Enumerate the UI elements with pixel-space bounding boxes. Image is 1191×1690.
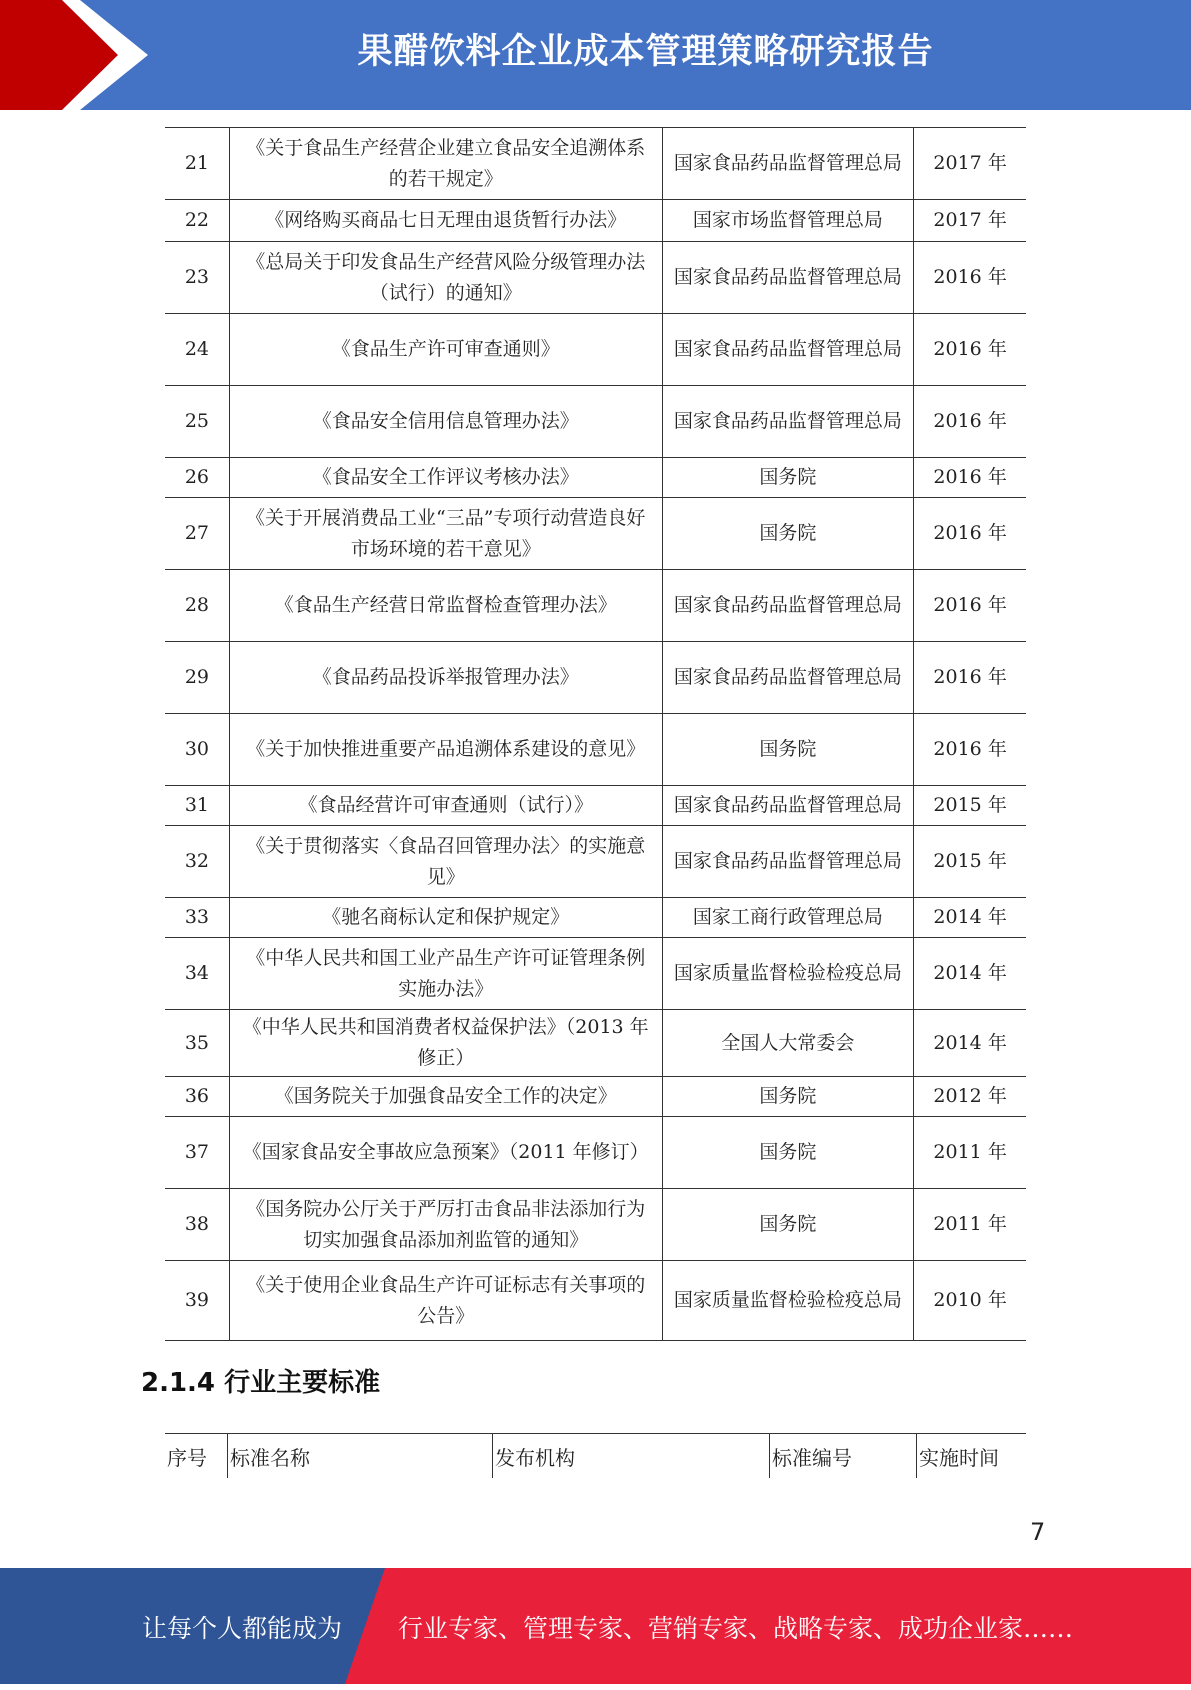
header-cell-org: 发布机构 bbox=[493, 1434, 770, 1479]
regulation-name: 《总局关于印发食品生产经营风险分级管理办法（试行）的通知》 bbox=[229, 242, 662, 314]
regulation-number: 31 bbox=[165, 786, 229, 826]
regulation-issuer: 国务院 bbox=[662, 1189, 914, 1261]
regulation-issuer: 国家质量监督检验检疫总局 bbox=[662, 1261, 914, 1341]
regulation-issuer: 国务院 bbox=[662, 1117, 914, 1189]
regulation-name: 《国务院办公厅关于严厉打击食品非法添加行为切实加强食品添加剂监管的通知》 bbox=[229, 1189, 662, 1261]
regulation-issuer: 国家食品药品监督管理总局 bbox=[662, 826, 914, 898]
regulation-year: 2016 年 bbox=[914, 458, 1026, 498]
regulation-number: 23 bbox=[165, 242, 229, 314]
regulation-name: 《食品生产经营日常监督检查管理办法》 bbox=[229, 570, 662, 642]
regulation-number: 21 bbox=[165, 128, 229, 200]
regulations-table bbox=[165, 127, 1026, 1341]
regulation-name: 《驰名商标认定和保护规定》 bbox=[229, 898, 662, 938]
regulation-row bbox=[165, 938, 1026, 1010]
standards-table bbox=[165, 1433, 1026, 1478]
regulation-issuer: 国务院 bbox=[662, 1077, 914, 1117]
regulation-number: 36 bbox=[165, 1077, 229, 1117]
regulation-issuer: 国家工商行政管理总局 bbox=[662, 898, 914, 938]
regulation-name: 《关于食品生产经营企业建立食品安全追溯体系的若干规定》 bbox=[229, 128, 662, 200]
regulation-row bbox=[165, 898, 1026, 938]
regulation-issuer: 国务院 bbox=[662, 714, 914, 786]
regulation-issuer: 国家质量监督检验检疫总局 bbox=[662, 938, 914, 1010]
regulation-row bbox=[165, 128, 1026, 200]
regulation-number: 32 bbox=[165, 826, 229, 898]
regulation-row bbox=[165, 1117, 1026, 1189]
regulation-issuer: 国务院 bbox=[662, 498, 914, 570]
regulation-row bbox=[165, 570, 1026, 642]
regulation-row bbox=[165, 1077, 1026, 1117]
regulation-issuer: 国务院 bbox=[662, 458, 914, 498]
regulation-number: 27 bbox=[165, 498, 229, 570]
section-heading: 2.1.4 行业主要标准 bbox=[141, 1368, 381, 1398]
regulation-name: 《关于使用企业食品生产许可证标志有关事项的公告》 bbox=[229, 1261, 662, 1341]
regulation-row bbox=[165, 1189, 1026, 1261]
regulation-number: 39 bbox=[165, 1261, 229, 1341]
regulation-row bbox=[165, 642, 1026, 714]
report-title: 果醋饮料企业成本管理策略研究报告 bbox=[357, 32, 934, 72]
regulation-year: 2016 年 bbox=[914, 314, 1026, 386]
regulation-name: 《中华人民共和国消费者权益保护法》（2013 年修正） bbox=[229, 1010, 662, 1077]
regulation-name: 《关于贯彻落实〈食品召回管理办法〉的实施意见》 bbox=[229, 826, 662, 898]
regulation-year: 2016 年 bbox=[914, 714, 1026, 786]
regulation-issuer: 国家食品药品监督管理总局 bbox=[662, 242, 914, 314]
regulation-name: 《关于加快推进重要产品追溯体系建设的意见》 bbox=[229, 714, 662, 786]
regulation-name: 《食品药品投诉举报管理办法》 bbox=[229, 642, 662, 714]
regulation-year: 2011 年 bbox=[914, 1189, 1026, 1261]
header-cell-name: 标准名称 bbox=[228, 1434, 493, 1479]
regulation-year: 2011 年 bbox=[914, 1117, 1026, 1189]
regulation-year: 2016 年 bbox=[914, 570, 1026, 642]
regulation-row bbox=[165, 826, 1026, 898]
regulation-year: 2017 年 bbox=[914, 200, 1026, 242]
regulation-issuer: 国家食品药品监督管理总局 bbox=[662, 570, 914, 642]
regulation-number: 30 bbox=[165, 714, 229, 786]
regulation-issuer: 国家食品药品监督管理总局 bbox=[662, 128, 914, 200]
page-number: 7 bbox=[1030, 1518, 1046, 1546]
regulation-number: 34 bbox=[165, 938, 229, 1010]
regulation-row bbox=[165, 1261, 1026, 1341]
regulation-year: 2016 年 bbox=[914, 242, 1026, 314]
regulation-year: 2014 年 bbox=[914, 898, 1026, 938]
regulation-issuer: 国家市场监督管理总局 bbox=[662, 200, 914, 242]
regulation-year: 2016 年 bbox=[914, 498, 1026, 570]
regulation-row bbox=[165, 314, 1026, 386]
footer-slogan-right: 行业专家、管理专家、营销专家、战略专家、成功企业家…… bbox=[398, 1614, 1074, 1643]
regulation-issuer: 全国人大常委会 bbox=[662, 1010, 914, 1077]
regulation-name: 《食品安全工作评议考核办法》 bbox=[229, 458, 662, 498]
header-cell-no: 序号 bbox=[165, 1434, 228, 1479]
header-cell-date: 实施时间 bbox=[917, 1434, 1027, 1479]
regulation-issuer: 国家食品药品监督管理总局 bbox=[662, 314, 914, 386]
regulation-year: 2017 年 bbox=[914, 128, 1026, 200]
regulation-number: 22 bbox=[165, 200, 229, 242]
regulation-number: 37 bbox=[165, 1117, 229, 1189]
standards-header-row bbox=[165, 1434, 1026, 1479]
regulation-row bbox=[165, 498, 1026, 570]
regulation-number: 26 bbox=[165, 458, 229, 498]
regulation-number: 29 bbox=[165, 642, 229, 714]
regulation-issuer: 国家食品药品监督管理总局 bbox=[662, 386, 914, 458]
regulation-number: 24 bbox=[165, 314, 229, 386]
regulation-row bbox=[165, 200, 1026, 242]
footer-slogan-left: 让每个人都能成为 bbox=[142, 1614, 343, 1643]
regulation-name: 《国家食品安全事故应急预案》（2011 年修订） bbox=[229, 1117, 662, 1189]
regulation-name: 《食品安全信用信息管理办法》 bbox=[229, 386, 662, 458]
regulation-year: 2016 年 bbox=[914, 642, 1026, 714]
regulation-name: 《食品经营许可审查通则（试行）》 bbox=[229, 786, 662, 826]
regulation-name: 《食品生产许可审查通则》 bbox=[229, 314, 662, 386]
regulation-issuer: 国家食品药品监督管理总局 bbox=[662, 642, 914, 714]
regulation-row bbox=[165, 458, 1026, 498]
regulation-year: 2015 年 bbox=[914, 826, 1026, 898]
regulation-year: 2010 年 bbox=[914, 1261, 1026, 1341]
regulation-issuer: 国家食品药品监督管理总局 bbox=[662, 786, 914, 826]
regulation-year: 2014 年 bbox=[914, 938, 1026, 1010]
header-cell-code: 标准编号 bbox=[770, 1434, 917, 1479]
regulation-name: 《国务院关于加强食品安全工作的决定》 bbox=[229, 1077, 662, 1117]
regulation-number: 35 bbox=[165, 1010, 229, 1077]
regulation-number: 38 bbox=[165, 1189, 229, 1261]
regulation-name: 《关于开展消费品工业“三品”专项行动营造良好市场环境的若干意见》 bbox=[229, 498, 662, 570]
regulation-year: 2012 年 bbox=[914, 1077, 1026, 1117]
regulation-row bbox=[165, 386, 1026, 458]
regulation-year: 2016 年 bbox=[914, 386, 1026, 458]
regulation-row bbox=[165, 786, 1026, 826]
regulation-name: 《网络购买商品七日无理由退货暂行办法》 bbox=[229, 200, 662, 242]
page-header bbox=[0, 0, 1191, 110]
regulation-number: 28 bbox=[165, 570, 229, 642]
regulation-row bbox=[165, 714, 1026, 786]
regulation-number: 25 bbox=[165, 386, 229, 458]
page-footer bbox=[0, 1568, 1191, 1684]
regulation-row bbox=[165, 242, 1026, 314]
regulation-year: 2014 年 bbox=[914, 1010, 1026, 1077]
regulation-year: 2015 年 bbox=[914, 786, 1026, 826]
regulation-row bbox=[165, 1010, 1026, 1077]
regulation-number: 33 bbox=[165, 898, 229, 938]
regulation-name: 《中华人民共和国工业产品生产许可证管理条例实施办法》 bbox=[229, 938, 662, 1010]
